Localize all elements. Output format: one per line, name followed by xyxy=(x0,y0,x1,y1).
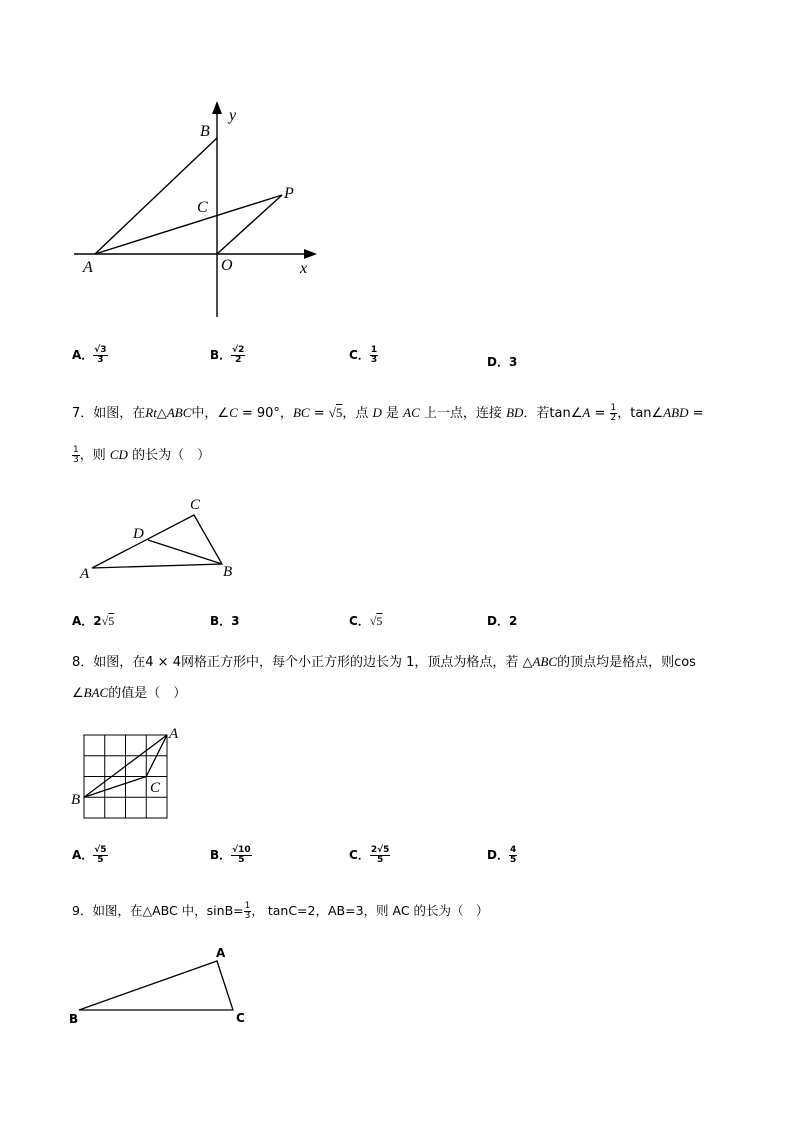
numerator: 1 xyxy=(73,445,79,455)
q8-option-d[interactable] xyxy=(487,846,517,865)
fraction xyxy=(509,846,517,865)
q9-figure xyxy=(66,944,256,1029)
denominator: 3 xyxy=(73,455,79,465)
q7-stem-line2 xyxy=(72,446,210,465)
label-b: B xyxy=(200,123,210,140)
numerator: 1 xyxy=(610,403,617,413)
text: = xyxy=(590,406,610,421)
y-axis-arrow xyxy=(212,101,222,114)
x-axis-arrow xyxy=(304,249,317,259)
q6-option-d[interactable] xyxy=(487,353,517,370)
denominator: 5 xyxy=(238,855,245,865)
fraction xyxy=(231,346,245,365)
option-prefix: A． xyxy=(72,848,94,862)
label-o: O xyxy=(221,257,233,274)
math-var: CD xyxy=(109,447,128,462)
numerator: √10 xyxy=(232,845,251,855)
label-c: C xyxy=(197,199,208,216)
label-y: y xyxy=(229,107,237,124)
coefficient: 2 xyxy=(93,614,102,628)
numerator: 4 xyxy=(509,845,517,855)
math-var: AC xyxy=(403,405,420,420)
math-var: Rt xyxy=(145,405,157,420)
q6-option-c[interactable] xyxy=(349,346,378,365)
option-prefix: C． xyxy=(349,848,370,862)
numerator: √3 xyxy=(94,345,107,355)
math-var: BD xyxy=(506,405,524,420)
option-prefix: D． xyxy=(487,848,509,862)
math-var: ABD xyxy=(663,405,689,420)
numerator: 1 xyxy=(244,901,251,911)
q8-figure xyxy=(68,724,188,824)
q8-stem-line1 xyxy=(72,654,696,671)
grid xyxy=(84,735,167,818)
option-value: 2 xyxy=(508,614,518,628)
label-a: A xyxy=(83,259,93,276)
option-prefix: B． xyxy=(210,614,232,628)
denominator: 3 xyxy=(97,355,104,365)
q7-option-c[interactable] xyxy=(349,612,382,629)
option-prefix: A． xyxy=(72,348,94,362)
denominator: 3 xyxy=(244,911,251,921)
triangle-abc xyxy=(79,961,233,1010)
text: 的顶点均是格点，则cos xyxy=(557,655,696,670)
numerator: √2 xyxy=(232,345,245,355)
q9-stem xyxy=(72,902,489,921)
segment-ap xyxy=(95,195,282,254)
math-var: C xyxy=(229,405,238,420)
label-b: B xyxy=(223,564,233,580)
triangle-abc xyxy=(92,515,222,568)
q6-option-b[interactable] xyxy=(210,346,245,365)
option-prefix: B． xyxy=(210,848,232,862)
fraction xyxy=(72,446,80,465)
option-value: 3 xyxy=(508,355,518,369)
label-d: D xyxy=(133,526,144,542)
fraction xyxy=(93,346,107,365)
sqrt: √5 xyxy=(328,405,343,420)
fraction xyxy=(370,846,391,865)
label-b: B xyxy=(69,1012,79,1026)
numerator: 2√5 xyxy=(370,845,390,855)
text: 是 xyxy=(381,406,404,421)
denominator: 2 xyxy=(235,355,242,365)
text: 上一点，连接 xyxy=(419,406,507,421)
option-prefix: D． xyxy=(487,355,509,369)
segment-op xyxy=(217,195,282,254)
q8-stem-line2 xyxy=(72,685,186,702)
q8-option-b[interactable] xyxy=(210,846,252,865)
q7-stem-line1 xyxy=(72,404,704,423)
label-c: C xyxy=(236,1011,245,1025)
denominator: 5 xyxy=(376,855,384,865)
option-prefix: C． xyxy=(349,348,370,362)
option-prefix: B． xyxy=(210,348,232,362)
radicand: 5 xyxy=(376,614,383,628)
fraction xyxy=(93,846,107,865)
label-a: A xyxy=(169,726,179,742)
numerator: √5 xyxy=(94,845,107,855)
sqrt: √5 xyxy=(101,614,115,628)
text: 7．如图，在 xyxy=(72,406,146,421)
sqrt: √5 xyxy=(369,614,383,628)
denominator: 3 xyxy=(370,355,378,365)
text: ，则 xyxy=(79,448,110,463)
fraction xyxy=(370,346,378,365)
label-a: A xyxy=(216,946,226,960)
q6-figure xyxy=(60,95,340,325)
math-var: A xyxy=(582,405,591,420)
text: △ xyxy=(156,406,167,421)
text: ，点 xyxy=(342,406,373,421)
fraction xyxy=(231,846,252,865)
text: ．若tan∠ xyxy=(523,406,583,421)
radicand: 5 xyxy=(335,405,343,420)
option-prefix: C． xyxy=(349,614,370,628)
math-var: BC xyxy=(292,405,310,420)
q6-option-a[interactable] xyxy=(72,346,108,365)
text: ∠ xyxy=(72,686,84,701)
math-var: D xyxy=(372,405,382,420)
text: = xyxy=(688,406,704,421)
option-prefix: D． xyxy=(487,614,509,628)
label-p: P xyxy=(284,185,294,202)
text: 9．如图，在△ABC 中，sinB= xyxy=(72,903,244,918)
radicand: 5 xyxy=(108,614,115,628)
q7-option-d[interactable] xyxy=(487,612,517,629)
text: 中，∠ xyxy=(191,406,230,421)
label-c: C xyxy=(150,780,161,796)
option-prefix: A． xyxy=(72,614,94,628)
q7-option-a[interactable] xyxy=(72,612,114,629)
q8-option-a[interactable] xyxy=(72,846,108,865)
label-x: x xyxy=(300,260,308,277)
text: ，tan∠ xyxy=(617,406,664,421)
math-var: ABC xyxy=(532,654,558,669)
denominator: 5 xyxy=(97,855,104,865)
denominator: 5 xyxy=(509,855,517,865)
text: 8．如图，在4 × 4网格正方形中，每个小正方形的边长为 1，顶点为格点，若 △ xyxy=(72,655,533,670)
text: = 90°， xyxy=(237,406,293,421)
q8-option-c[interactable] xyxy=(349,846,390,865)
text: 的值是（ ） xyxy=(108,686,187,701)
q7-figure xyxy=(70,490,250,585)
q7-option-b[interactable] xyxy=(210,612,240,629)
label-a: A xyxy=(80,566,90,582)
text: = xyxy=(309,406,329,421)
text: ， tanC=2，AB=3，则 AC 的长为（ ） xyxy=(251,903,489,918)
label-c: C xyxy=(190,497,201,513)
denominator: 2 xyxy=(610,413,617,423)
math-var: BAC xyxy=(83,685,109,700)
numerator: 1 xyxy=(370,345,378,355)
text: 的长为（ ） xyxy=(127,448,211,463)
segment-ab xyxy=(95,138,217,254)
option-value: 3 xyxy=(231,614,240,628)
label-b: B xyxy=(71,792,81,808)
math-var: ABC xyxy=(166,405,192,420)
